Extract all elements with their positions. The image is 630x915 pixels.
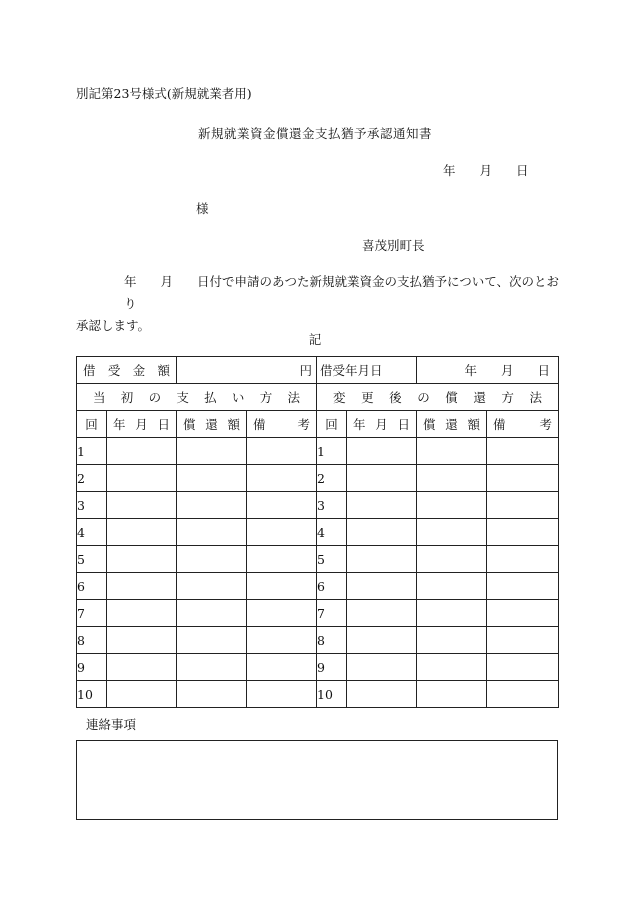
changed-method-header: 変 更 後 の 償 還 方 法 <box>317 384 559 411</box>
table-cell <box>107 465 177 492</box>
table-cell <box>487 438 559 465</box>
table-cell <box>247 492 317 519</box>
notes-box <box>76 740 558 820</box>
row-number: 10 <box>77 681 107 708</box>
table-cell <box>247 519 317 546</box>
table-row <box>77 492 559 519</box>
table-row <box>77 627 559 654</box>
row-number-changed: 2 <box>317 465 347 492</box>
table-row <box>77 681 559 708</box>
table-row <box>77 573 559 600</box>
table-cell <box>177 465 247 492</box>
document-title: 新規就業資金償還金支払猶予承認通知書 <box>197 126 432 141</box>
table-cell <box>107 600 177 627</box>
row-number-changed: 1 <box>317 438 347 465</box>
table-cell <box>347 600 417 627</box>
loan-info-row <box>77 357 559 384</box>
col-ymd: 年 月 日 <box>107 411 177 438</box>
repayment-table <box>76 356 559 708</box>
loan-day: 日 <box>537 363 551 378</box>
table-cell <box>107 492 177 519</box>
col-ymd-2: 年 月 日 <box>347 411 417 438</box>
table-cell <box>417 546 487 573</box>
table-cell <box>347 627 417 654</box>
ki-heading: 記 <box>308 332 322 347</box>
table-cell <box>347 681 417 708</box>
loan-month: 月 <box>501 363 514 378</box>
table-cell <box>487 627 559 654</box>
table-cell <box>487 681 559 708</box>
table-cell <box>417 492 487 519</box>
table-row <box>77 465 559 492</box>
table-cell <box>107 573 177 600</box>
table-row <box>77 438 559 465</box>
table-cell <box>177 600 247 627</box>
form-number-label: 別記第23号様式(新規就業者用) <box>76 86 252 101</box>
table-cell <box>417 654 487 681</box>
column-header-row <box>77 411 559 438</box>
table-cell <box>347 654 417 681</box>
table-cell <box>347 573 417 600</box>
body-rest: 日付で申請のあつた新規就業資金の支払猶予について、次のとおり <box>124 274 560 311</box>
loan-date-label: 借受年月日 <box>317 357 417 384</box>
body-year: 年 <box>124 274 137 289</box>
row-number: 5 <box>77 546 107 573</box>
table-cell <box>177 573 247 600</box>
row-number-changed: 3 <box>317 492 347 519</box>
loan-amount-cell <box>177 357 317 384</box>
table-cell <box>177 627 247 654</box>
date-year-label: 年 <box>443 163 456 178</box>
issuer-name: 喜茂別町長 <box>362 238 425 253</box>
table-cell <box>417 465 487 492</box>
table-row <box>77 600 559 627</box>
table-cell <box>417 681 487 708</box>
table-row <box>77 654 559 681</box>
col-notes-2: 備 考 <box>487 411 559 438</box>
col-notes: 備 考 <box>247 411 317 438</box>
table-cell <box>247 465 317 492</box>
table-cell <box>347 465 417 492</box>
table-cell <box>177 492 247 519</box>
body-line2: 承認します。 <box>76 318 151 333</box>
table-body <box>77 438 559 708</box>
table-cell <box>247 681 317 708</box>
table-cell <box>487 465 559 492</box>
row-number-changed: 8 <box>317 627 347 654</box>
row-number: 1 <box>77 438 107 465</box>
table-cell <box>347 438 417 465</box>
row-number: 3 <box>77 492 107 519</box>
row-number-changed: 6 <box>317 573 347 600</box>
table-cell <box>177 654 247 681</box>
row-number-changed: 9 <box>317 654 347 681</box>
table-cell <box>417 627 487 654</box>
table-cell <box>247 654 317 681</box>
row-number: 8 <box>77 627 107 654</box>
notes-label: 連絡事項 <box>86 717 137 732</box>
table-cell <box>107 627 177 654</box>
table-cell <box>107 546 177 573</box>
row-number-changed: 4 <box>317 519 347 546</box>
table-row <box>77 546 559 573</box>
table-cell <box>347 519 417 546</box>
table-cell <box>417 519 487 546</box>
table-cell <box>487 492 559 519</box>
col-kai: 回 <box>77 411 107 438</box>
row-number: 6 <box>77 573 107 600</box>
col-repay: 償 還 額 <box>177 411 247 438</box>
table-cell <box>487 600 559 627</box>
table-cell <box>417 600 487 627</box>
row-number-changed: 7 <box>317 600 347 627</box>
yen-label: 円 <box>299 363 313 378</box>
date-month-label: 月 <box>479 163 493 178</box>
table-cell <box>487 519 559 546</box>
row-number-changed: 10 <box>317 681 347 708</box>
table-cell <box>177 519 247 546</box>
table-row <box>77 519 559 546</box>
table-cell <box>417 573 487 600</box>
table-cell <box>247 573 317 600</box>
row-number: 2 <box>77 465 107 492</box>
col-kai-2: 回 <box>317 411 347 438</box>
body-text <box>76 271 561 337</box>
body-month: 月 <box>160 274 174 289</box>
table-cell <box>107 654 177 681</box>
table-cell <box>177 681 247 708</box>
loan-amount-label: 借 受 金 額 <box>77 357 177 384</box>
addressee-suffix: 様 <box>196 201 209 216</box>
table-cell <box>417 438 487 465</box>
method-header-row <box>77 384 559 411</box>
loan-year: 年 <box>464 363 478 378</box>
table-cell <box>107 519 177 546</box>
row-number: 9 <box>77 654 107 681</box>
row-number: 7 <box>77 600 107 627</box>
table-cell <box>347 546 417 573</box>
table-cell <box>247 546 317 573</box>
table-cell <box>247 600 317 627</box>
issue-date <box>443 161 529 179</box>
table-cell <box>177 438 247 465</box>
date-day-label: 日 <box>516 163 529 178</box>
table-cell <box>247 438 317 465</box>
table-cell <box>107 681 177 708</box>
original-method-header: 当 初 の 支 払 い 方 法 <box>77 384 317 411</box>
row-number: 4 <box>77 519 107 546</box>
loan-date-cell <box>417 357 559 384</box>
table-cell <box>347 492 417 519</box>
table-cell <box>487 654 559 681</box>
table-cell <box>487 546 559 573</box>
col-repay-2: 償 還 額 <box>417 411 487 438</box>
row-number-changed: 5 <box>317 546 347 573</box>
table-cell <box>177 546 247 573</box>
table-cell <box>107 438 177 465</box>
table-cell <box>247 627 317 654</box>
table-cell <box>487 573 559 600</box>
